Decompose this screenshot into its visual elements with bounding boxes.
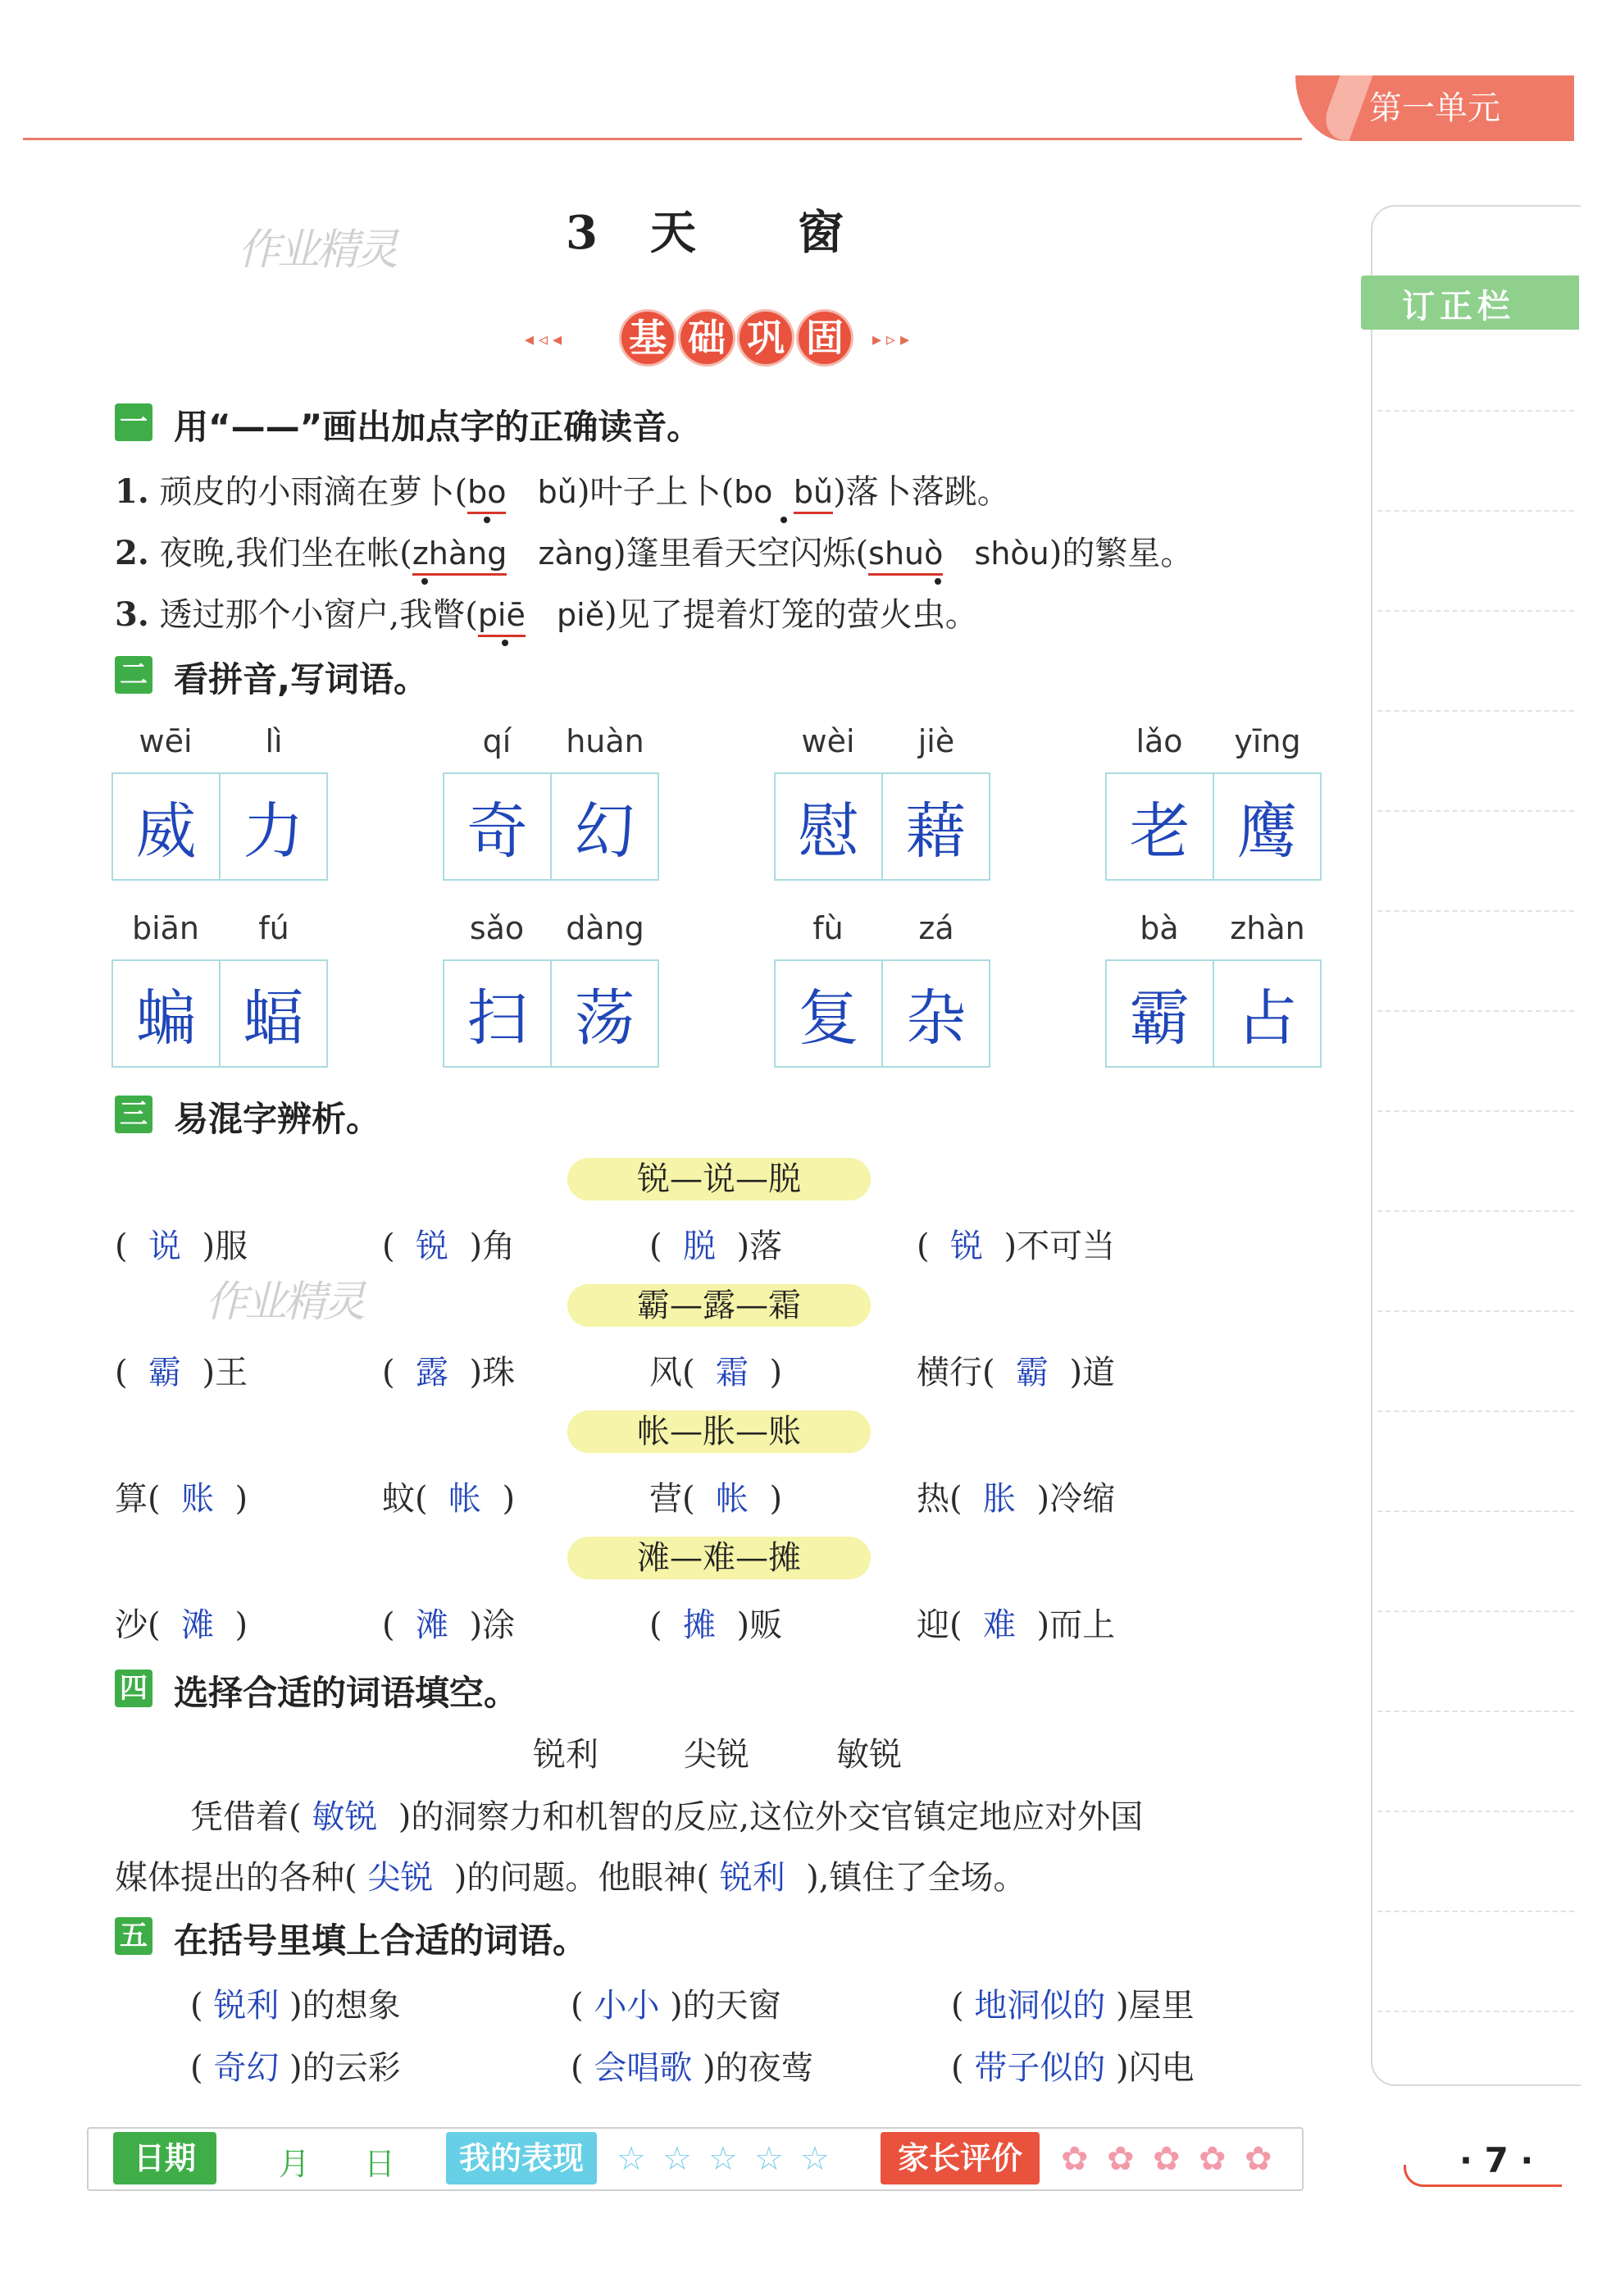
s4-option-1: 锐利 [533, 1736, 598, 1774]
word-char: 藉 [905, 796, 967, 867]
rating-flower-icon[interactable]: ✿ [1061, 2140, 1089, 2178]
correction-line [1377, 2011, 1574, 2012]
s1-item-3-option-b: piě [557, 597, 605, 633]
item-post: )而上 [1036, 1606, 1116, 1644]
word-box [774, 959, 990, 1068]
section-5-icon: 五 [115, 1917, 152, 1955]
item-pre: 沙( [115, 1606, 161, 1644]
item-answer: 霸 [148, 1354, 182, 1392]
pinyin-syllable: dàng [566, 910, 644, 946]
pinyin-syllable: yīng [1234, 723, 1301, 759]
s5-post: )闪电 [1116, 2049, 1195, 2087]
month-label: 月 [279, 2146, 311, 2182]
confusable-item [917, 1473, 1115, 1519]
item-answer: 胀 [983, 1480, 1017, 1518]
lesson-name: 天 窗 [649, 206, 847, 260]
item-post: )涂 [469, 1606, 516, 1644]
s1-item-2 [115, 527, 1193, 574]
section-2-title: 看拼音,写词语。 [174, 659, 428, 699]
emphasis-dot [502, 640, 508, 646]
word-pinyin [1105, 910, 1322, 946]
pinyin-syllable: fù [812, 910, 844, 946]
word-char: 老 [1107, 774, 1214, 879]
s4-line-2-answer-2: 锐利 [719, 1859, 785, 1897]
emphasis-dot [421, 578, 428, 585]
item-answer: 锐 [950, 1228, 984, 1265]
s1-item-1-pre: 顽皮的小雨滴在萝卜( [159, 473, 468, 511]
s1-item-2-num: 2. [115, 534, 149, 572]
rating-flower-icon[interactable]: ✿ [1107, 2140, 1135, 2178]
pinyin-syllable: bà [1140, 910, 1179, 946]
rating-star-icon[interactable]: ☆ [617, 2140, 646, 2178]
s5-post: )的夜莺 [703, 2049, 814, 2087]
s4-line-2-mid: )的问题。他眼神( [453, 1859, 709, 1897]
item-answer: 霸 [1016, 1354, 1049, 1392]
word-char: 蝙 [113, 961, 221, 1066]
s5-post: )的天窗 [670, 1987, 781, 2025]
word-char: 幻 [574, 796, 635, 867]
parent-eval-badge: 家长评价 [881, 2132, 1040, 2184]
rating-flower-icon[interactable]: ✿ [1245, 2140, 1272, 2178]
pinyin-syllable: wēi [139, 723, 193, 759]
s4-line-1-pre: 凭借着( [190, 1798, 302, 1836]
section-4-icon: 四 [115, 1670, 152, 1707]
s4-line-2-post: ),镇住了全场。 [806, 1859, 1026, 1897]
item-pre: ( [115, 1228, 128, 1265]
section-1-title: 用“——”画出加点字的正确读音。 [174, 407, 702, 447]
item-post: ) [502, 1480, 516, 1518]
item-answer: 霜 [716, 1354, 749, 1392]
word-pinyin [443, 723, 659, 759]
word-box [1105, 959, 1322, 1068]
confusable-item [917, 1220, 1115, 1267]
s4-line-2-answer-1: 尖锐 [367, 1859, 434, 1897]
banner-char-4: 固 [799, 312, 851, 364]
item-pre: ( [649, 1228, 662, 1265]
item-answer: 说 [148, 1228, 182, 1265]
s5-item: ( 会唱歌 )的夜莺 [571, 2049, 814, 2087]
item-pre: ( [917, 1228, 930, 1265]
word-char: 鹰 [1236, 796, 1298, 867]
item-answer: 锐 [416, 1228, 449, 1265]
item-pre: ( [382, 1606, 395, 1644]
pinyin-syllable: wèi [801, 723, 855, 759]
confusable-item [649, 1220, 782, 1267]
word-box [443, 959, 659, 1068]
rating-star-icon[interactable]: ☆ [754, 2140, 784, 2178]
word-box [1105, 772, 1322, 881]
pinyin-syllable: biān [131, 910, 200, 946]
s4-option-2: 尖锐 [684, 1736, 749, 1774]
s5-item: ( 带子似的 )闪电 [951, 2049, 1195, 2087]
pinyin-syllable: lǎo [1136, 723, 1183, 759]
word-box [774, 772, 990, 881]
word-char: 扫 [444, 961, 552, 1066]
confusable-group-label: 滩—难—摊 [567, 1537, 871, 1579]
s5-answer: 带子似的 [974, 2049, 1106, 2087]
item-post: )冷缩 [1036, 1480, 1116, 1518]
item-pre: 风( [649, 1354, 695, 1392]
s5-item: ( 锐利 )的想象 [190, 1987, 401, 2025]
correction-line [1377, 810, 1574, 812]
pinyin-syllable: huàn [566, 723, 644, 759]
word-char: 复 [776, 961, 883, 1066]
confusable-group-label: 帐—胀—账 [567, 1410, 871, 1453]
s4-line-1-answer: 敏锐 [312, 1798, 378, 1836]
section-3-title: 易混字辨析。 [174, 1099, 381, 1139]
word-char: 霸 [1107, 961, 1214, 1066]
pinyin-syllable: lì [265, 723, 283, 759]
unit-label: 第一单元 [1369, 89, 1500, 127]
correction-line [1377, 1711, 1574, 1712]
item-pre: 横行( [917, 1354, 995, 1392]
item-answer: 滩 [181, 1606, 215, 1644]
date-badge: 日期 [113, 2132, 216, 2184]
footer-bar [87, 2127, 1304, 2191]
word-pinyin [112, 910, 328, 946]
s1-item-2-option-b: zàng [538, 535, 613, 572]
section-4-title: 选择合适的词语填空。 [174, 1673, 519, 1713]
lesson-title [566, 197, 847, 262]
watermark-mid: 作业精灵 [205, 1278, 363, 1327]
header-rule [23, 138, 1302, 140]
section-banner [525, 312, 951, 371]
pinyin-syllable: zá [918, 910, 954, 946]
word-char: 蝠 [243, 983, 304, 1054]
confusable-item [115, 1220, 248, 1267]
item-post: )珠 [469, 1354, 516, 1392]
confusable-item [917, 1599, 1115, 1646]
s1-item-2-option-a: zhàng [412, 535, 507, 576]
word-box [112, 772, 328, 881]
s1-item-2-option-c: shuò [868, 535, 943, 576]
pinyin-syllable: jiè [917, 723, 955, 759]
confusable-item [382, 1599, 515, 1646]
pinyin-syllable: sǎo [469, 910, 525, 946]
s5-post: )的想象 [289, 1987, 401, 2025]
correction-line [1377, 1010, 1574, 1012]
s1-item-2-pre: 夜晚,我们坐在帐( [159, 535, 412, 572]
word-char: 力 [243, 796, 304, 867]
word-pinyin [443, 910, 659, 946]
correction-tab [1361, 276, 1579, 330]
confusable-group-label: 霸—露—霜 [567, 1284, 871, 1327]
confusable-item [115, 1473, 248, 1519]
word-char: 杂 [905, 983, 967, 1054]
s1-item-3 [115, 589, 978, 636]
s1-item-1-option-c: bo [734, 474, 773, 510]
s4-line-2-pre: 媒体提出的各种( [115, 1859, 357, 1897]
emphasis-dot [781, 517, 787, 523]
section-5-title: 在括号里填上合适的词语。 [174, 1920, 588, 1961]
confusable-item [115, 1346, 248, 1393]
confusable-item [649, 1473, 782, 1519]
confusable-item [917, 1346, 1115, 1393]
item-post: )服 [202, 1228, 248, 1265]
s1-item-1 [115, 466, 1010, 512]
item-answer: 脱 [683, 1228, 717, 1265]
confusable-item [382, 1220, 515, 1267]
section-3-icon: 三 [115, 1096, 152, 1133]
banner-char-1: 基 [621, 312, 674, 364]
word-pinyin [112, 723, 328, 759]
s5-item: ( 奇幻 )的云彩 [190, 2049, 401, 2087]
word-pinyin [1105, 723, 1322, 759]
item-answer: 帐 [716, 1480, 749, 1518]
item-pre: ( [649, 1606, 662, 1644]
pinyin-syllable: fú [258, 910, 289, 946]
item-answer: 账 [181, 1480, 215, 1518]
correction-sidebar [1371, 205, 1581, 2086]
pinyin-syllable: qí [482, 723, 512, 759]
s5-answer: 会唱歌 [594, 2049, 693, 2087]
s4-line-1-post: )的洞察力和机智的反应,这位外交官镇定地应对外国 [398, 1798, 1144, 1836]
item-pre: 热( [917, 1480, 963, 1518]
rating-star-icon[interactable]: ☆ [800, 2140, 830, 2178]
s1-item-1-option-b: bǔ [537, 474, 577, 510]
section-1-icon: 一 [115, 403, 152, 441]
s1-item-2-option-d: shòu [974, 535, 1049, 572]
rating-flower-icon[interactable]: ✿ [1199, 2140, 1227, 2178]
rating-star-icon[interactable]: ☆ [708, 2140, 738, 2178]
s1-item-1-option-d: bǔ [794, 474, 833, 514]
correction-line [1377, 1410, 1574, 1412]
confusable-item [115, 1599, 248, 1646]
correction-line [1377, 410, 1574, 412]
correction-line [1377, 1510, 1574, 1512]
correction-line [1377, 1310, 1574, 1312]
item-post: )落 [736, 1228, 783, 1265]
s5-answer: 奇幻 [213, 2049, 280, 2087]
confusable-item [649, 1346, 782, 1393]
word-char: 占 [1236, 983, 1298, 1054]
day-label: 日 [364, 2146, 396, 2182]
correction-line [1377, 910, 1574, 912]
rating-star-icon[interactable]: ☆ [662, 2140, 692, 2178]
s1-item-1-option-a: bo [467, 474, 506, 514]
banner-char-3: 巩 [740, 312, 792, 364]
item-pre: 蚊( [382, 1480, 428, 1518]
item-answer: 难 [983, 1606, 1017, 1644]
page-number: · 7 · [1459, 2140, 1534, 2180]
s5-answer: 锐利 [213, 1987, 280, 2025]
item-post: )贩 [736, 1606, 783, 1644]
s1-item-1-mid: )叶子上卜( [576, 473, 735, 511]
item-answer: 帐 [448, 1480, 482, 1518]
item-answer: 摊 [683, 1606, 717, 1644]
performance-badge: 我的表现 [446, 2132, 597, 2184]
item-answer: 露 [416, 1354, 449, 1392]
banner-left-arrows: ◂◃◂ [525, 330, 567, 350]
confusable-item [382, 1473, 515, 1519]
word-char: 慰 [776, 774, 883, 879]
item-pre: ( [115, 1354, 128, 1392]
section-2-icon: 二 [115, 656, 152, 694]
word-pinyin [774, 910, 990, 946]
banner-char-2: 础 [680, 312, 733, 364]
correction-line [1377, 510, 1574, 512]
emphasis-dot [484, 517, 490, 523]
emphasis-dot [935, 578, 941, 585]
s1-item-3-pre: 透过那个小窗户,我瞥( [159, 596, 478, 634]
s1-item-3-option-a: piē [478, 597, 526, 637]
s1-item-3-post: )见了提着灯笼的萤火虫。 [604, 596, 978, 634]
s5-post: )的云彩 [289, 2049, 401, 2087]
s4-line-2 [115, 1852, 1026, 1898]
pinyin-syllable: zhàn [1230, 910, 1305, 946]
s1-item-2-post: )的繁星。 [1049, 535, 1194, 572]
confusable-group-label: 锐—说—脱 [567, 1158, 871, 1200]
lesson-number: 3 [566, 206, 601, 260]
correction-line [1377, 710, 1574, 712]
word-box [112, 959, 328, 1068]
s4-option-3: 敏锐 [836, 1736, 902, 1774]
word-char: 奇 [444, 774, 552, 879]
s5-item: ( 小小 )的天窗 [571, 1987, 781, 2025]
correction-line [1377, 1911, 1574, 1912]
item-pre: ( [382, 1354, 395, 1392]
correction-line [1377, 1210, 1574, 1212]
item-post: )不可当 [1004, 1228, 1116, 1265]
word-char: 威 [113, 774, 221, 879]
confusable-item [649, 1599, 782, 1646]
item-answer: 滩 [416, 1606, 449, 1644]
correction-line [1377, 1811, 1574, 1812]
item-pre: ( [382, 1228, 395, 1265]
item-post: )王 [202, 1354, 248, 1392]
s1-item-3-num: 3. [115, 595, 149, 634]
correction-line [1377, 1610, 1574, 1612]
correction-line [1377, 610, 1574, 612]
item-post: )角 [469, 1228, 516, 1265]
item-post: ) [234, 1480, 248, 1518]
s5-answer: 小小 [594, 1987, 660, 2025]
item-pre: 营( [649, 1480, 695, 1518]
s1-item-2-mid: )篷里看天空闪烁( [612, 535, 869, 572]
s5-answer: 地洞似的 [974, 1987, 1106, 2025]
item-pre: 算( [115, 1480, 161, 1518]
s4-line-1 [190, 1791, 1143, 1838]
correction-line [1377, 1110, 1574, 1112]
item-post: ) [769, 1354, 783, 1392]
unit-tab [1295, 75, 1574, 141]
item-post: ) [769, 1480, 783, 1518]
correction-label: 订正栏 [1402, 288, 1515, 326]
rating-flower-icon[interactable]: ✿ [1153, 2140, 1181, 2178]
word-char: 荡 [574, 983, 635, 1054]
s5-item: ( 地洞似的 )屋里 [951, 1987, 1195, 2025]
watermark-top: 作业精灵 [238, 226, 396, 275]
item-pre: 迎( [917, 1606, 963, 1644]
confusable-item [382, 1346, 515, 1393]
s5-post: )屋里 [1116, 1987, 1195, 2025]
word-box [443, 772, 659, 881]
word-pinyin [774, 723, 990, 759]
item-post: )道 [1069, 1354, 1116, 1392]
s1-item-1-num: 1. [115, 472, 149, 511]
banner-right-arrows: ▸▹▸ [872, 330, 915, 350]
item-post: ) [234, 1606, 248, 1644]
s1-item-1-post: )落卜落跳。 [833, 473, 1010, 511]
